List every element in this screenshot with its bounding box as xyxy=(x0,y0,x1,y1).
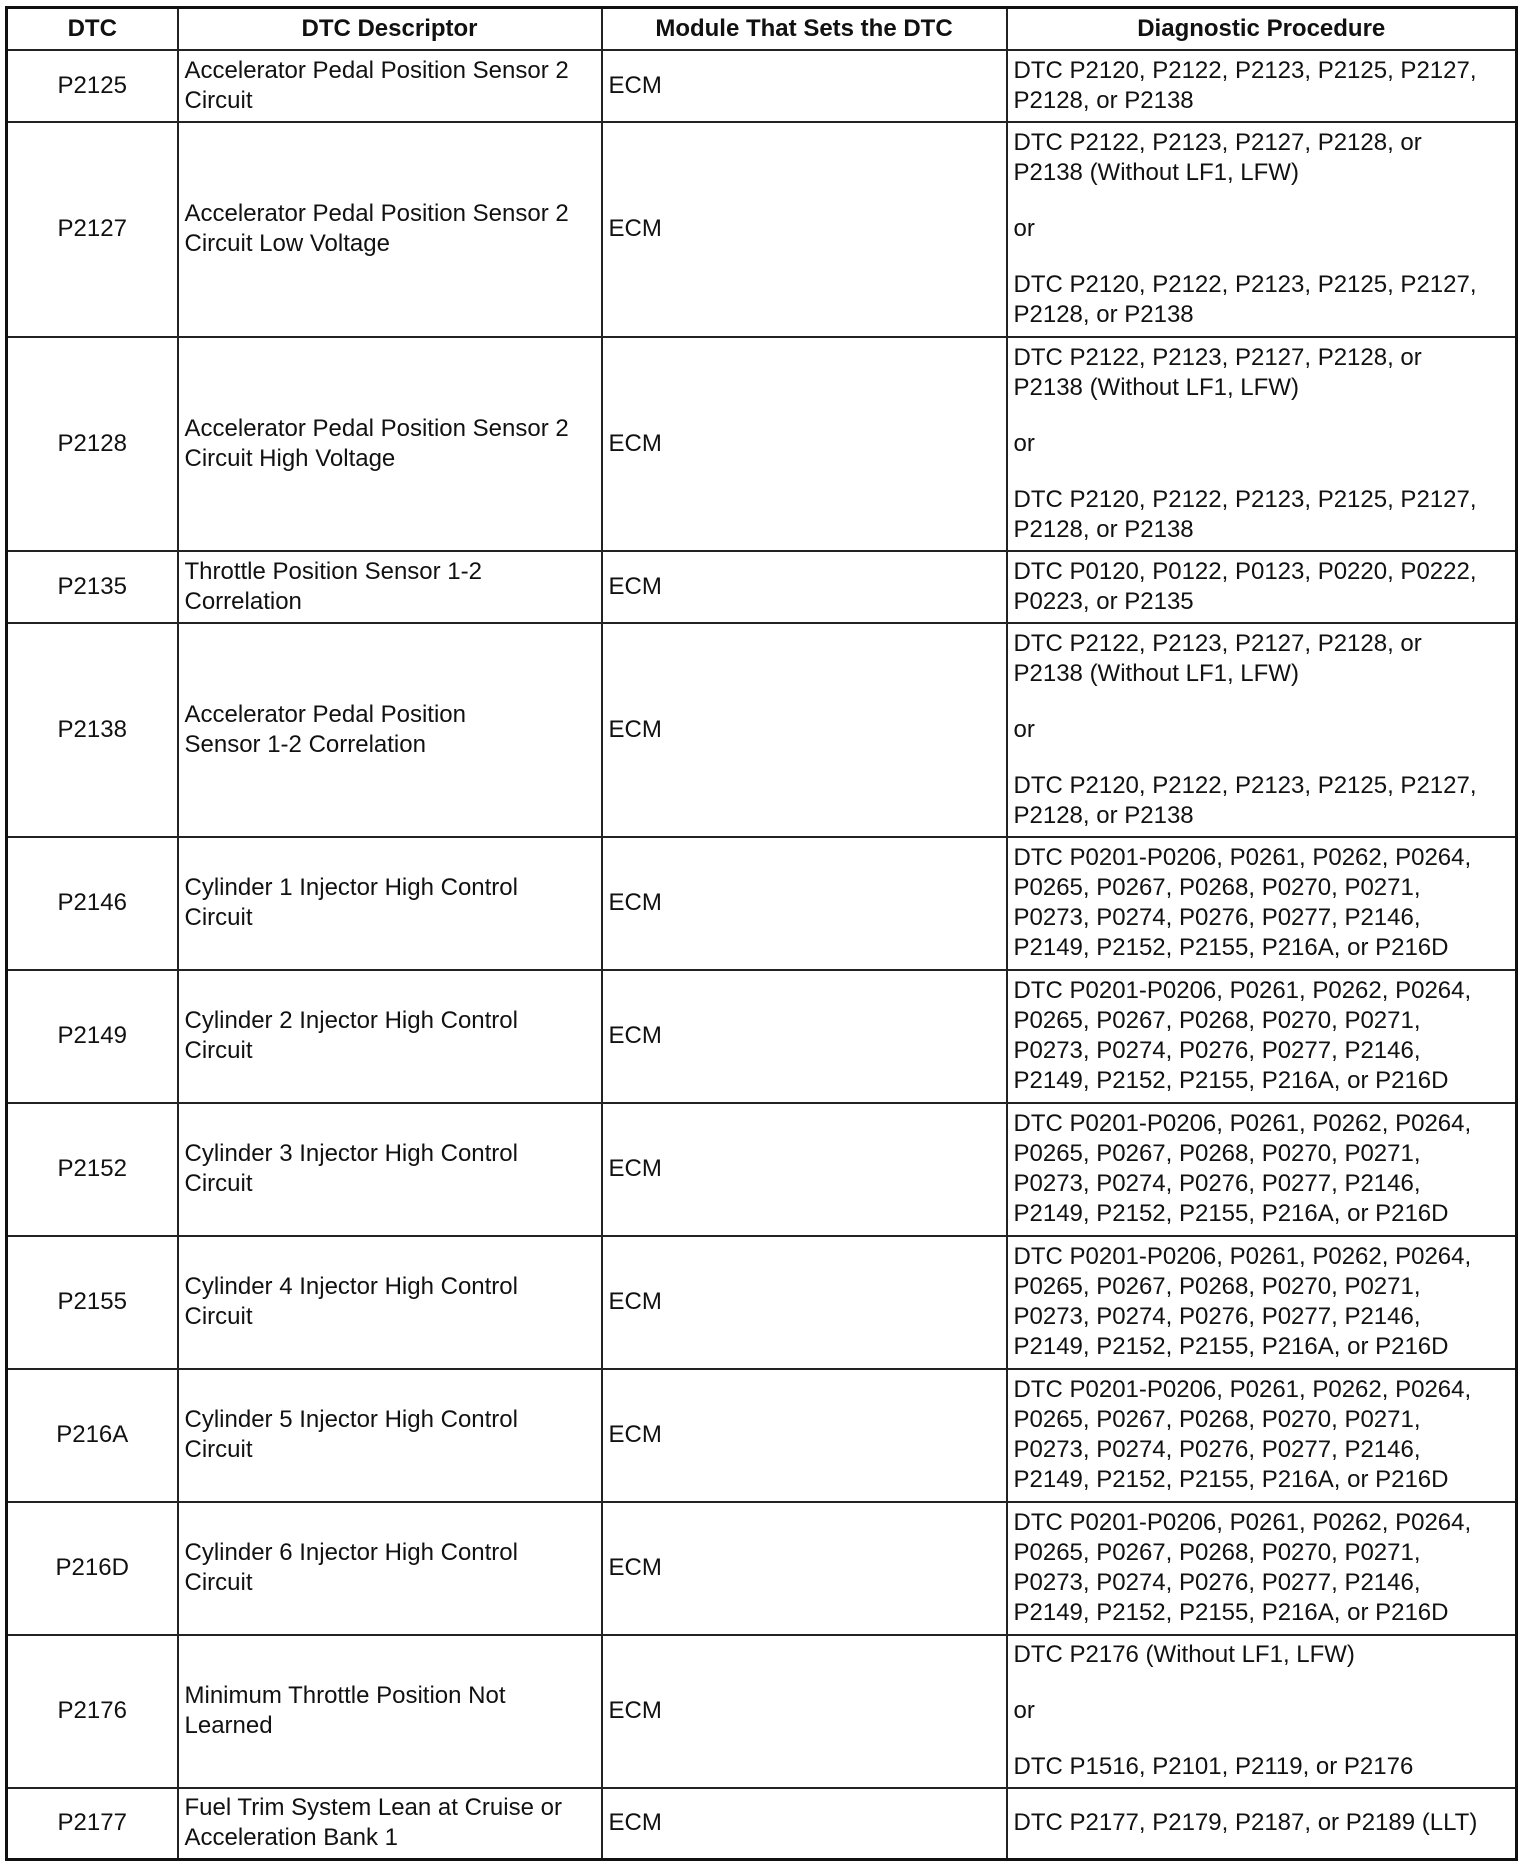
procedure-line: DTC P2122, P2123, P2127, P2128, or xyxy=(1013,129,1422,156)
cell-dtc-code: P2177 xyxy=(7,1788,178,1860)
cell-procedure xyxy=(1007,551,1517,623)
descriptor-line: Accelerator Pedal Position Sensor 2 xyxy=(184,56,569,84)
procedure-block xyxy=(1014,557,1510,617)
procedure-line: DTC P1516, P2101, P2119, or P2176 xyxy=(1013,1753,1414,1780)
procedure-block xyxy=(1014,976,1510,1096)
descriptor-line: Throttle Position Sensor 1-2 xyxy=(184,557,482,585)
procedure-line: DTC P0201-P0206, P0261, P0262, P0264, xyxy=(1013,977,1472,1004)
cell-dtc-code: P2127 xyxy=(7,122,178,337)
cell-dtc-code: P2176 xyxy=(7,1635,178,1788)
cell-module: ECM xyxy=(602,1236,1007,1369)
procedure-line: P2128, or P2138 xyxy=(1013,86,1194,114)
table-row xyxy=(7,1502,1517,1635)
cell-module: ECM xyxy=(602,551,1007,623)
table-row xyxy=(7,1635,1517,1788)
descriptor-line: Circuit xyxy=(184,1303,253,1330)
procedure-line: P2128, or P2138 xyxy=(1013,301,1194,328)
descriptor-line: Sensor 1-2 Correlation xyxy=(184,730,426,758)
cell-descriptor xyxy=(178,551,602,623)
cell-dtc-code: P2125 xyxy=(7,50,178,122)
procedure-block xyxy=(1014,1640,1510,1670)
table-row xyxy=(7,50,1517,122)
procedure-line: DTC P2120, P2122, P2123, P2125, P2127, xyxy=(1013,56,1477,84)
descriptor-line: Circuit Low Voltage xyxy=(184,230,390,257)
cell-procedure xyxy=(1007,1103,1517,1236)
descriptor-line: Minimum Throttle Position Not xyxy=(184,1682,506,1709)
procedure-line: DTC P2122, P2123, P2127, P2128, or xyxy=(1013,629,1422,657)
procedure-line: P2149, P2152, P2155, P216A, or P216D xyxy=(1013,1599,1449,1626)
descriptor-line: Cylinder 3 Injector High Control xyxy=(184,1140,518,1167)
cell-module: ECM xyxy=(602,1502,1007,1635)
cell-procedure xyxy=(1007,970,1517,1103)
cell-dtc-code: P2155 xyxy=(7,1236,178,1369)
cell-descriptor xyxy=(178,122,602,337)
cell-descriptor xyxy=(178,1236,602,1369)
cell-descriptor xyxy=(178,970,602,1103)
cell-dtc-code: P2135 xyxy=(7,551,178,623)
cell-descriptor xyxy=(178,1369,602,1502)
procedure-block xyxy=(1014,429,1510,459)
header-descriptor: DTC Descriptor xyxy=(178,8,602,50)
cell-dtc-code: P2149 xyxy=(7,970,178,1103)
procedure-block xyxy=(1014,485,1510,545)
cell-descriptor xyxy=(178,837,602,970)
descriptor-line: Circuit xyxy=(184,904,253,931)
table-row xyxy=(7,1236,1517,1369)
descriptor-line: Cylinder 6 Injector High Control xyxy=(184,1539,518,1566)
procedure-block xyxy=(1014,214,1510,244)
cell-procedure xyxy=(1007,1635,1517,1788)
procedure-line: DTC P0201-P0206, P0261, P0262, P0264, xyxy=(1013,1509,1472,1536)
procedure-block xyxy=(1014,343,1510,403)
table-row xyxy=(7,337,1517,551)
procedure-line: P2138 (Without LF1, LFW) xyxy=(1013,159,1299,186)
cell-procedure xyxy=(1007,1788,1517,1860)
table-row xyxy=(7,970,1517,1103)
procedure-line: P2149, P2152, P2155, P216A, or P216D xyxy=(1013,1067,1449,1094)
cell-module: ECM xyxy=(602,837,1007,970)
procedure-block xyxy=(1014,629,1510,689)
header-procedure: Diagnostic Procedure xyxy=(1007,8,1517,50)
cell-module: ECM xyxy=(602,1369,1007,1502)
descriptor-line: Acceleration Bank 1 xyxy=(184,1824,398,1852)
procedure-line: DTC P0201-P0206, P0261, P0262, P0264, xyxy=(1013,1110,1472,1137)
cell-module: ECM xyxy=(602,1788,1007,1860)
procedure-block xyxy=(1014,1242,1510,1362)
procedure-line: P0265, P0267, P0268, P0270, P0271, xyxy=(1013,1273,1421,1300)
descriptor-line: Circuit xyxy=(184,86,253,114)
descriptor-line: Circuit xyxy=(184,1170,253,1197)
cell-dtc-code: P2146 xyxy=(7,837,178,970)
procedure-line: P0265, P0267, P0268, P0270, P0271, xyxy=(1013,1007,1421,1034)
procedure-line: P0273, P0274, P0276, P0277, P2146, xyxy=(1013,1303,1421,1330)
procedure-line: P2149, P2152, P2155, P216A, or P216D xyxy=(1013,1466,1449,1493)
procedure-line: P0273, P0274, P0276, P0277, P2146, xyxy=(1013,1569,1421,1596)
table-body xyxy=(7,50,1517,1860)
cell-descriptor xyxy=(178,1103,602,1236)
procedure-line: or xyxy=(1013,429,1035,457)
procedure-line: P2138 (Without LF1, LFW) xyxy=(1013,373,1299,401)
procedure-block xyxy=(1014,715,1510,745)
cell-procedure xyxy=(1007,1236,1517,1369)
procedure-line: DTC P0201-P0206, P0261, P0262, P0264, xyxy=(1013,844,1472,871)
procedure-block xyxy=(1014,1696,1510,1726)
cell-dtc-code: P2138 xyxy=(7,623,178,837)
descriptor-line: Accelerator Pedal Position xyxy=(184,700,466,728)
procedure-block xyxy=(1014,1808,1510,1838)
procedure-block xyxy=(1014,1508,1510,1628)
cell-dtc-code: P216D xyxy=(7,1502,178,1635)
procedure-block xyxy=(1014,56,1510,116)
cell-module: ECM xyxy=(602,337,1007,551)
descriptor-line: Learned xyxy=(184,1712,273,1739)
cell-procedure xyxy=(1007,837,1517,970)
procedure-line: P2128, or P2138 xyxy=(1013,515,1194,543)
procedure-line: DTC P0201-P0206, P0261, P0262, P0264, xyxy=(1013,1376,1472,1403)
descriptor-line: Cylinder 1 Injector High Control xyxy=(184,874,518,901)
procedure-line: DTC P2120, P2122, P2123, P2125, P2127, xyxy=(1013,485,1477,513)
procedure-block xyxy=(1014,1109,1510,1229)
cell-module: ECM xyxy=(602,970,1007,1103)
descriptor-line: Accelerator Pedal Position Sensor 2 xyxy=(184,200,569,227)
descriptor-line: Circuit xyxy=(184,1436,253,1463)
procedure-line: P0273, P0274, P0276, P0277, P2146, xyxy=(1013,1436,1421,1463)
procedure-line: DTC P2120, P2122, P2123, P2125, P2127, xyxy=(1013,271,1477,298)
procedure-line: P0265, P0267, P0268, P0270, P0271, xyxy=(1013,1140,1421,1167)
cell-dtc-code: P216A xyxy=(7,1369,178,1502)
table-row xyxy=(7,837,1517,970)
procedure-line: or xyxy=(1013,215,1035,242)
cell-descriptor xyxy=(178,1635,602,1788)
procedure-block xyxy=(1014,270,1510,330)
cell-dtc-code: P2152 xyxy=(7,1103,178,1236)
descriptor-line: Cylinder 4 Injector High Control xyxy=(184,1273,518,1300)
cell-descriptor xyxy=(178,1788,602,1860)
procedure-line: P2138 (Without LF1, LFW) xyxy=(1013,659,1299,687)
cell-module: ECM xyxy=(602,623,1007,837)
cell-module: ECM xyxy=(602,1635,1007,1788)
cell-module: ECM xyxy=(602,122,1007,337)
procedure-block xyxy=(1014,1752,1510,1782)
cell-procedure xyxy=(1007,1502,1517,1635)
procedure-block xyxy=(1014,128,1510,188)
procedure-line: P0273, P0274, P0276, P0277, P2146, xyxy=(1013,1170,1421,1197)
cell-descriptor xyxy=(178,50,602,122)
table-row xyxy=(7,1103,1517,1236)
procedure-line: or xyxy=(1013,1697,1035,1724)
descriptor-line: Circuit xyxy=(184,1569,253,1596)
cell-procedure xyxy=(1007,50,1517,122)
header-module: Module That Sets the DTC xyxy=(602,8,1007,50)
descriptor-line: Circuit xyxy=(184,1037,253,1064)
procedure-block xyxy=(1014,771,1510,831)
procedure-line: DTC P2177, P2179, P2187, or P2189 (LLT) xyxy=(1013,1809,1478,1837)
procedure-line: P2128, or P2138 xyxy=(1013,801,1194,829)
procedure-line: DTC P2122, P2123, P2127, P2128, or xyxy=(1013,343,1422,371)
procedure-line: P0265, P0267, P0268, P0270, P0271, xyxy=(1013,1406,1421,1433)
cell-module: ECM xyxy=(602,50,1007,122)
cell-dtc-code: P2128 xyxy=(7,337,178,551)
cell-descriptor xyxy=(178,337,602,551)
cell-procedure xyxy=(1007,1369,1517,1502)
descriptor-line: Circuit High Voltage xyxy=(184,444,396,472)
procedure-block xyxy=(1014,1375,1510,1495)
table-header-row xyxy=(7,8,1517,50)
procedure-line: P0265, P0267, P0268, P0270, P0271, xyxy=(1013,874,1421,901)
procedure-line: P0265, P0267, P0268, P0270, P0271, xyxy=(1013,1539,1421,1566)
procedure-line: P0273, P0274, P0276, P0277, P2146, xyxy=(1013,1037,1421,1064)
cell-procedure xyxy=(1007,623,1517,837)
table-row xyxy=(7,551,1517,623)
descriptor-line: Cylinder 5 Injector High Control xyxy=(184,1406,518,1433)
procedure-block xyxy=(1014,843,1510,963)
table-row xyxy=(7,1788,1517,1860)
cell-module: ECM xyxy=(602,1103,1007,1236)
procedure-line: DTC P2176 (Without LF1, LFW) xyxy=(1013,1641,1355,1668)
cell-procedure xyxy=(1007,122,1517,337)
descriptor-line: Cylinder 2 Injector High Control xyxy=(184,1007,518,1034)
table-row xyxy=(7,122,1517,337)
procedure-line: DTC P2120, P2122, P2123, P2125, P2127, xyxy=(1013,771,1477,799)
descriptor-line: Correlation xyxy=(184,587,302,615)
procedure-line: DTC P0201-P0206, P0261, P0262, P0264, xyxy=(1013,1243,1472,1270)
descriptor-line: Accelerator Pedal Position Sensor 2 xyxy=(184,414,569,442)
procedure-line: P2149, P2152, P2155, P216A, or P216D xyxy=(1013,1333,1449,1360)
cell-procedure xyxy=(1007,337,1517,551)
procedure-line: or xyxy=(1013,715,1035,743)
table-row xyxy=(7,623,1517,837)
header-dtc: DTC xyxy=(7,8,178,50)
procedure-line: P0223, or P2135 xyxy=(1013,587,1194,615)
procedure-line: P0273, P0274, P0276, P0277, P2146, xyxy=(1013,904,1421,931)
procedure-line: P2149, P2152, P2155, P216A, or P216D xyxy=(1013,1200,1449,1227)
table-row xyxy=(7,1369,1517,1502)
descriptor-line: Fuel Trim System Lean at Cruise or xyxy=(184,1794,562,1822)
cell-descriptor xyxy=(178,623,602,837)
dtc-table xyxy=(5,6,1518,1861)
cell-descriptor xyxy=(178,1502,602,1635)
procedure-line: DTC P0120, P0122, P0123, P0220, P0222, xyxy=(1013,557,1477,585)
procedure-line: P2149, P2152, P2155, P216A, or P216D xyxy=(1013,934,1449,961)
